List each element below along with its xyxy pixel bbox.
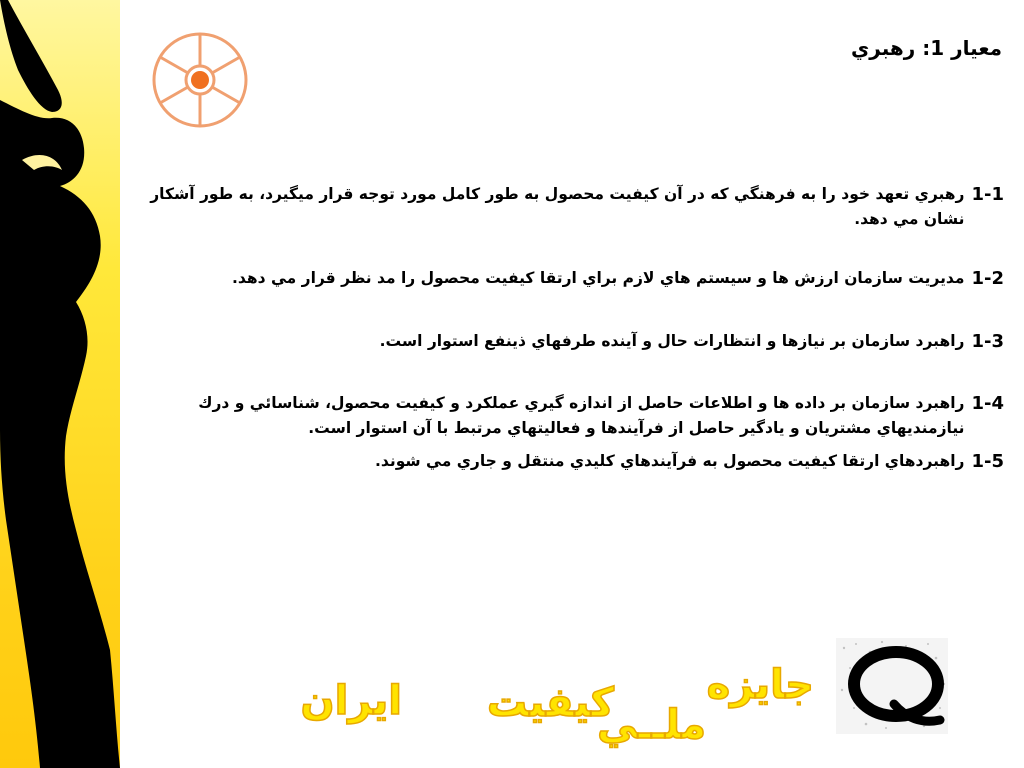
criterion-text: رهبري تعهد خود را به فرهنگي كه در آن كيفيت محصول به طور كامل مورد توجه قرار ميگيرد، به طور آشكار نشان مي دهد.	[150, 185, 965, 228]
criterion-text: راهبردهاي ارتقا كيفيت محصول به فرآيندهاي كليدي منتقل و جاري مي شوند.	[375, 452, 965, 470]
q-logo-icon	[836, 638, 948, 734]
criterion-number: 1-3	[971, 331, 1004, 352]
criterion-text: راهبرد سازمان بر نيازها و انتظارات حال و آينده طرفهاي ذينفع استوار است.	[379, 332, 965, 350]
criterion-item	[130, 391, 1004, 441]
criterion-item	[130, 182, 1004, 232]
slide-title: معيار 1: رهبري	[850, 36, 1002, 60]
criteria-list	[130, 182, 1004, 474]
award-word-quality: كيفيت	[486, 680, 614, 726]
criterion-item	[130, 266, 1004, 291]
silhouette-top-curve	[0, 0, 62, 112]
silhouette-decoration	[0, 0, 120, 768]
criterion-text: مديريت سازمان ارزش ها و سيستم هاي لازم براي ارتقا كيفيت محصول را مد نظر قرار مي دهد.	[232, 269, 965, 287]
wheel-logo-icon	[150, 30, 250, 130]
criterion-number: 1-2	[971, 268, 1004, 289]
criterion-number: 1-5	[971, 451, 1004, 472]
criterion-number: 1-4	[971, 393, 1004, 414]
award-word-iran: ايران	[300, 678, 402, 724]
silhouette-shape	[0, 100, 120, 768]
criterion-item	[130, 449, 1004, 474]
criterion-item	[130, 329, 1004, 354]
criterion-number: 1-1	[971, 184, 1004, 205]
side-bar	[0, 0, 120, 768]
criterion-text: راهبرد سازمان بر داده ها و اطلاعات حاصل از اندازه گيري عملكرد و كيفيت محصول، شناسائي و درك نيازمنديهاي مشتريان و يادگير حاصل از فرآيندها و فعاليتهاي مرتبط با آن استوار است.	[198, 394, 965, 437]
award-word-prize: جايزه	[706, 662, 814, 708]
award-word-national: ملــي	[597, 702, 706, 748]
